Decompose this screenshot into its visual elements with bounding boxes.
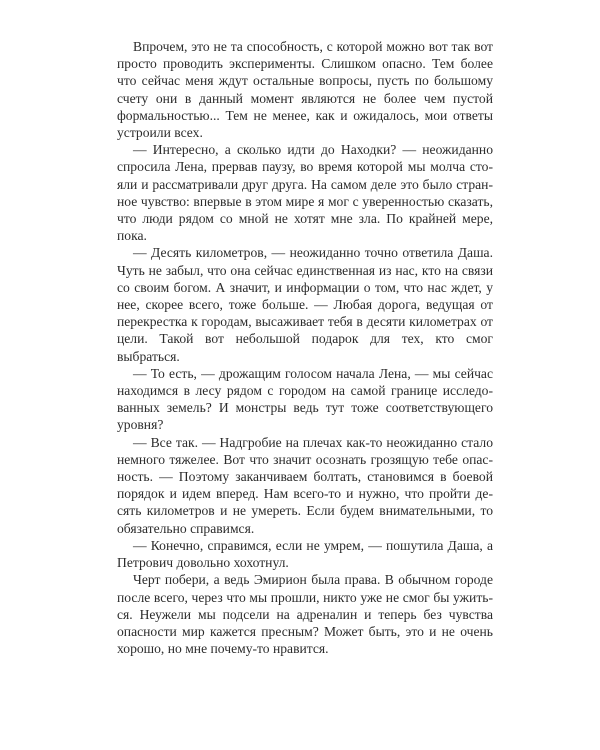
paragraph-6: — Конечно, справимся, если не умрем, — пошутила Даша, а Петрович довольно хохотнул. [117,537,493,571]
paragraph-2: — Интересно, а сколько идти до Находки? — неожиданно спросила Лена, прервав паузу, во время которой мы молча стояли и рассматривали друг друга. На самом деле это было странное чувство: впервые в этом мире я мог с уверенностью сказать, что люди рядом со мной не хотят мне зла. По крайней мере, пока. [117,142,493,244]
paragraph-1: Впрочем, это не та способность, с которой можно вот так вот просто проводить эксперименты. Слишком опасно. Тем более что сейчас меня ждут остальные вопросы, пусть по большому счету они в данный момент являются не более чем пустой формальностью... Тем не менее, как и ожидалось, мои ответы устроили всех. [117,39,493,141]
paragraph-3: — Десять километров, — неожиданно точно ответила Даша. Чуть не забыл, что она сейчас единственная из нас, кто на связи со своим богом. А значит, и информации о том, что нас ждет, у нее, скорее всего, тоже больше. — Любая дорога, ведущая от перекрестка к городам, высаживает тебя в десяти километрах от цели. Такой вот небольшой подарок для тех, кто смог выбраться. [117,245,493,364]
paragraph-7: Черт побери, а ведь Эмирион была права. В обычном городе после всего, через что мы прошли, никто уже не смог бы ужиться. Неужели мы подсели на адреналин и теперь без чувства опасности мир кажется пресным? Может быть, это и не очень хорошо, но мне почему-то нравится. [117,572,493,657]
paragraph-5: — Все так. — Надгробие на плечах как-то неожиданно стало немного тяжелее. Вот что значит осознать грозящую тебе опасность. — Поэтому заканчиваем болтать, становимся в боевой порядок и идем вперед. Нам всего-то и нужно, что пройти десять километров и не умереть. Если будем внимательными, то обязательно справимся. [117,434,493,536]
paragraph-4: — То есть, — дрожащим голосом начала Лена, — мы сейчас находимся в лесу рядом с городом на самой границе исследованных земель? И монстры ведь тут тоже соответствующего уровня? [117,365,493,433]
text-body [117,38,493,657]
